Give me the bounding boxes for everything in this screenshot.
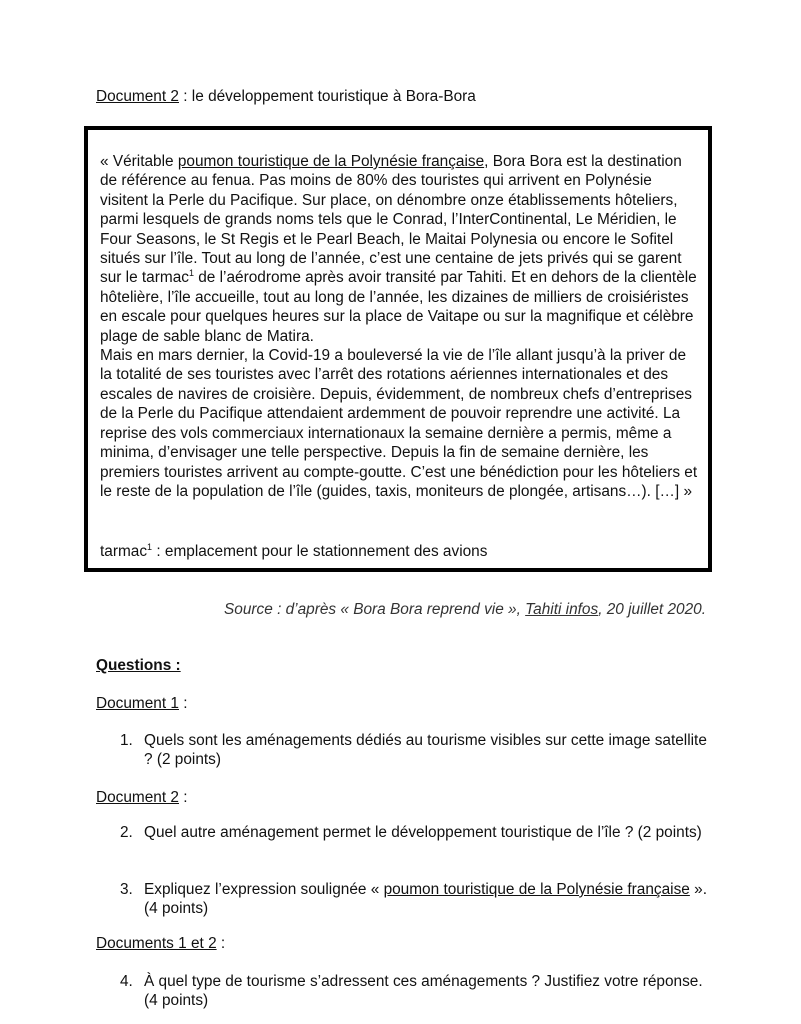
question-1-text: Quels sont les aménagements dédiés au tourisme visibles sur cette image satellite ? (2 points) bbox=[144, 732, 707, 769]
question-1-number: 1. bbox=[120, 732, 133, 749]
quote-box bbox=[84, 126, 712, 572]
document-1-label bbox=[96, 694, 188, 713]
question-3-underlined-phrase: poumon touristique de la Polynésie française bbox=[383, 881, 690, 898]
document-label: Document 2 bbox=[96, 88, 179, 105]
footnote bbox=[100, 542, 487, 561]
footnote-superscript: 1 bbox=[147, 541, 153, 552]
question-2-number: 2. bbox=[120, 824, 133, 841]
source-publication: Tahiti infos bbox=[525, 601, 599, 618]
doc2-label-suffix: : bbox=[178, 789, 188, 806]
source-prefix: Source : d’après « Bora Bora reprend vie », bbox=[224, 601, 526, 618]
doc12-label-suffix: : bbox=[216, 935, 226, 952]
document-heading bbox=[96, 87, 476, 106]
source-citation bbox=[224, 600, 706, 619]
quote-underlined-phrase: poumon touristique de la Polynésie française bbox=[177, 153, 485, 170]
question-3-pre: Expliquez l’expression soulignée « bbox=[144, 881, 384, 898]
question-4-text: À quel type de tourisme s’adressent ces aménagements ? Justifiez votre réponse. (4 points) bbox=[144, 973, 703, 1010]
source-date: , 20 juillet 2020. bbox=[598, 601, 706, 618]
quote-text bbox=[100, 152, 700, 501]
question-3-post: ». (4 points) bbox=[144, 881, 707, 918]
quote-p1-rest: , Bora Bora est la destination de référence au fenua. Pas moins de 80% des touristes qui arrivent en Polynésie visitent la Perle du Pacifique. Sur place, on dénombre onze établissements hôteliers, parmi lesquels de grands noms tels que le Conrad, l’InterContinental, Le Méridien, le Four Seasons, le St Regis et le Pearl Beach, le Maitai Polynesia ou encore le Sofitel situés sur l’île. Tout au long de l’année, c’est une centaine de jets privés qui se garent sur le tarmac bbox=[100, 153, 682, 287]
quote-paragraph-1 bbox=[100, 152, 700, 346]
document-2-label bbox=[96, 788, 188, 807]
question-4 bbox=[120, 972, 710, 1011]
question-3-number: 3. bbox=[120, 881, 133, 898]
quote-p1-end: de l’aérodrome après avoir transité par Tahiti. Et en dehors de la clientèle hôtelière, l’île accueille, tout au long de l’année, les dizaines de milliers de croisiéristes en escale pour quelques heures sur la place de Vaitape ou sur la magnifique et célèbre plage de sable blanc de Matira. bbox=[100, 269, 697, 345]
question-3-text bbox=[144, 880, 710, 919]
documents-1-2-label bbox=[96, 934, 225, 953]
question-2-text: Quel autre aménagement permet le développement touristique de l’île ? (2 points) bbox=[144, 824, 702, 841]
document-heading-text: : le développement touristique à Bora-Bora bbox=[178, 88, 476, 105]
question-1 bbox=[120, 731, 710, 770]
doc12-label-text: Documents 1 et 2 bbox=[96, 935, 217, 952]
doc1-label-suffix: : bbox=[178, 695, 188, 712]
doc1-label-text: Document 1 bbox=[96, 695, 179, 712]
question-2 bbox=[120, 823, 710, 842]
doc2-label-text: Document 2 bbox=[96, 789, 179, 806]
footnote-term: tarmac bbox=[100, 543, 148, 560]
quote-open: « Véritable bbox=[100, 153, 178, 170]
question-3 bbox=[120, 880, 710, 919]
question-4-number: 4. bbox=[120, 973, 133, 990]
footnote-definition: : emplacement pour le stationnement des avions bbox=[152, 543, 488, 560]
quote-paragraph-2: Mais en mars dernier, la Covid-19 a bouleversé la vie de l’île allant jusqu’à la priver de la totalité de ses touristes avec l’arrêt des rotations aériennes internationales et des escales de navires de croisière. Depuis, évidemment, de nombreux chefs d’entreprises de la Perle du Pacifique attendaient ardemment de pouvoir reprendre une activité. La reprise des vols commerciaux internationaux la semaine dernière a permis, même a minima, d’envisager une telle perspective. Depuis la fin de semaine dernière, les premiers touristes arrivent au compte-goutte. C’est une bénédiction pour les hôteliers et le reste de la population de l’île (guides, taxis, moniteurs de plongée, artisans…). […] » bbox=[100, 347, 698, 500]
questions-title: Questions : bbox=[96, 657, 181, 674]
quote-superscript: 1 bbox=[188, 268, 194, 279]
